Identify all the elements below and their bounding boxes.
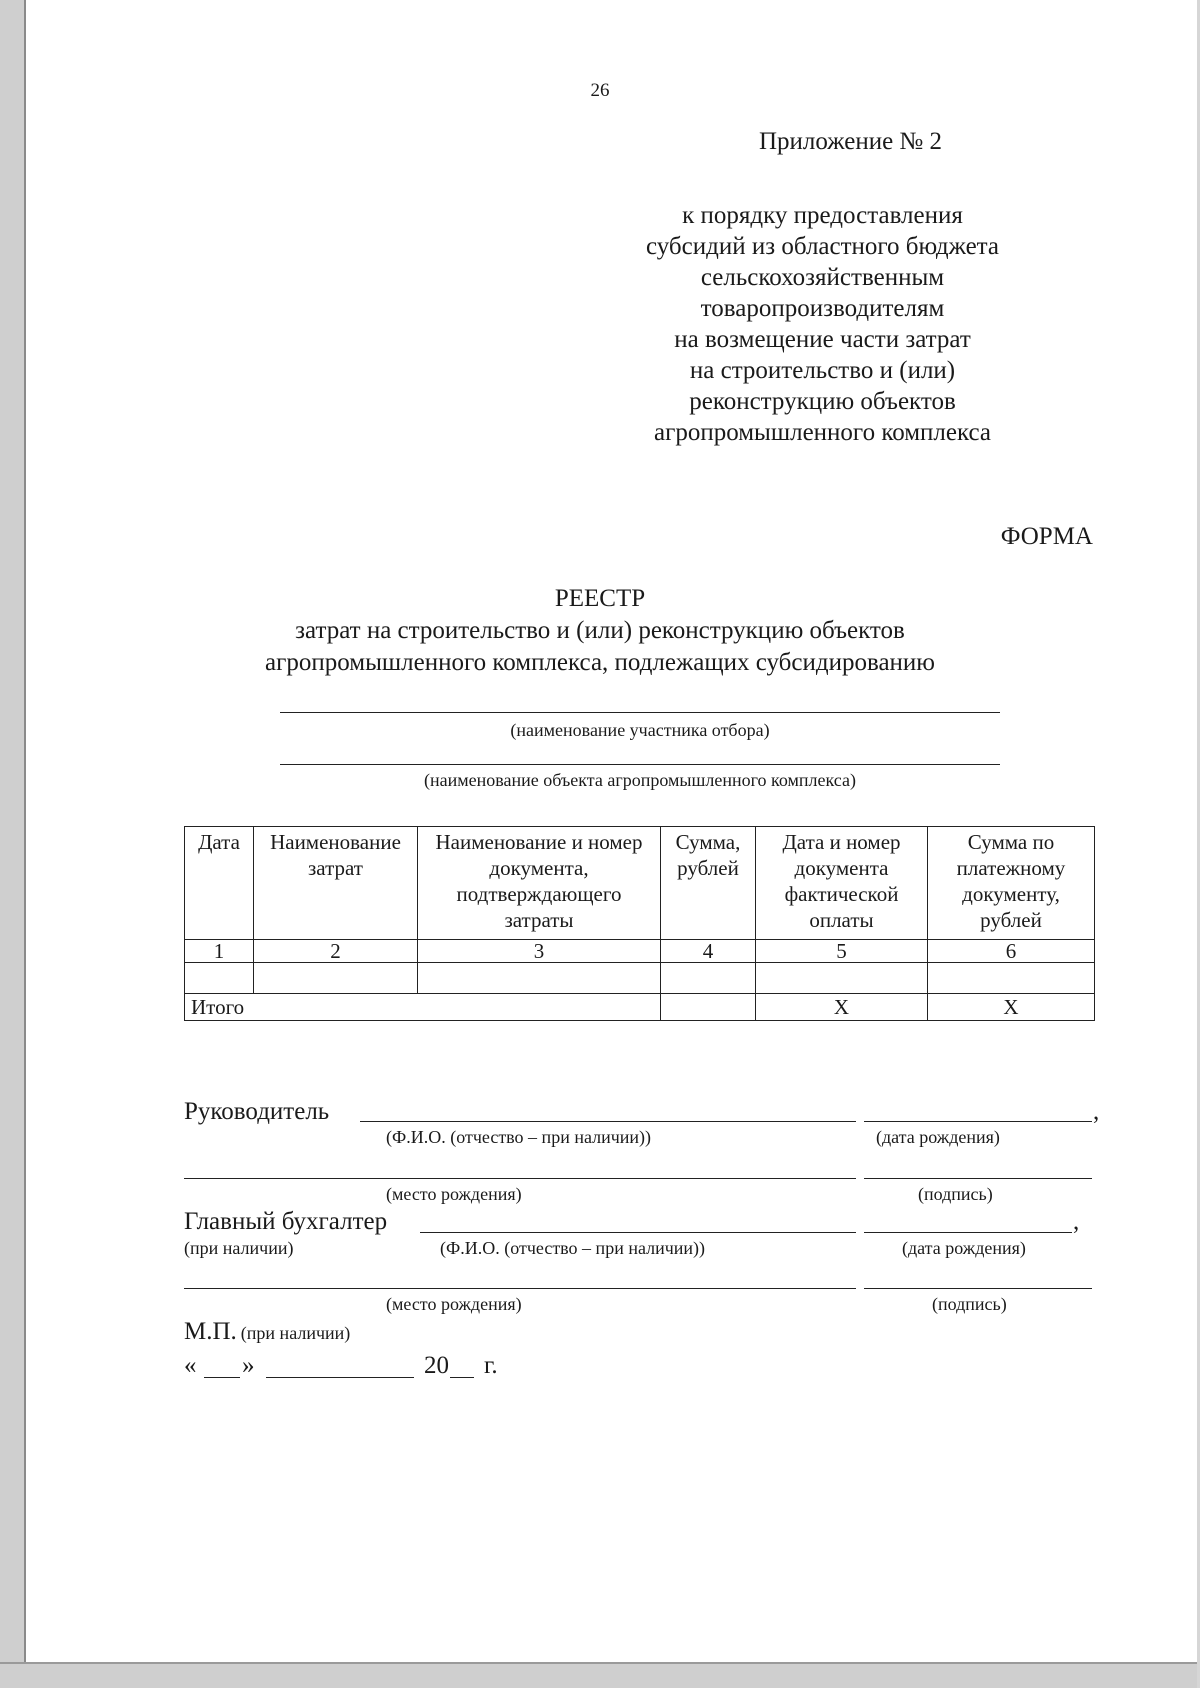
head-fio-line[interactable]	[360, 1121, 856, 1122]
column-number: 5	[756, 940, 928, 963]
document-title-block	[0, 583, 1200, 679]
accountant-signature-caption: (подпись)	[932, 1294, 1007, 1314]
header-payment-amount: Сумма по платежному документу, рублей	[928, 827, 1095, 940]
column-number: 2	[254, 940, 418, 963]
column-number: 6	[928, 940, 1095, 963]
head-birthplace-line[interactable]	[184, 1178, 856, 1179]
accountant-signature-line[interactable]	[864, 1288, 1092, 1289]
head-comma: ,	[1093, 1098, 1100, 1125]
total-mark: X	[928, 994, 1095, 1021]
head-signature-caption: (подпись)	[918, 1184, 993, 1204]
accountant-fio-line[interactable]	[420, 1232, 856, 1233]
basis-line: к порядку предоставления	[682, 202, 963, 229]
date-day-line[interactable]	[204, 1377, 240, 1378]
table-row	[185, 963, 1095, 994]
basis-line: субсидий из областного бюджета	[645, 233, 1000, 260]
appendix-basis	[585, 200, 1060, 448]
participant-name-line[interactable]	[280, 712, 1000, 713]
column-number: 1	[185, 940, 254, 963]
appendix-label: Приложение № 2	[759, 128, 943, 155]
accountant-birthplace-line[interactable]	[184, 1288, 856, 1289]
participant-caption: (наименование участника отбора)	[510, 720, 770, 740]
accountant-birthdate-caption: (дата рождения)	[902, 1238, 1026, 1258]
document-title: РЕЕСТР	[554, 585, 646, 612]
stamp-label: М.П.	[184, 1318, 237, 1345]
header-document: Наименование и номер документа, подтверждающего затраты	[418, 827, 661, 940]
accountant-fio-caption: (Ф.И.О. (отчество – при наличии))	[440, 1238, 706, 1258]
object-name-line[interactable]	[280, 764, 1000, 765]
date-year-prefix: 20	[424, 1352, 449, 1379]
head-signature-line[interactable]	[864, 1178, 1092, 1179]
total-mark: X	[756, 994, 928, 1021]
form-label: ФОРМА	[1000, 523, 1093, 550]
column-number: 3	[418, 940, 661, 963]
scan-edge-bottom-line	[0, 1662, 1200, 1664]
column-number-row	[185, 940, 1095, 963]
table-cell[interactable]	[661, 963, 756, 994]
total-label: Итого	[185, 994, 661, 1021]
date-close-quote: »	[242, 1352, 255, 1379]
head-fio-caption: (Ф.И.О. (отчество – при наличии))	[386, 1127, 652, 1147]
head-birthplace-caption: (место рождения)	[386, 1184, 522, 1204]
basis-line: сельскохозяйственным	[700, 264, 945, 291]
total-amount-cell[interactable]	[661, 994, 756, 1021]
head-birthdate-caption: (дата рождения)	[876, 1127, 1000, 1147]
page-number: 26	[590, 80, 610, 101]
table-cell[interactable]	[254, 963, 418, 994]
stamp-block	[184, 1318, 350, 1346]
accountant-label: Главный бухгалтер	[184, 1208, 388, 1235]
header-payment-document: Дата и номер документа фактической оплаты	[756, 827, 928, 940]
basis-line: на возмещение части затрат	[674, 326, 971, 353]
basis-line: товаропроизводителям	[700, 295, 945, 322]
table-cell[interactable]	[928, 963, 1095, 994]
registry-table	[184, 826, 1095, 1021]
table-cell[interactable]	[418, 963, 661, 994]
header-expense-name: Наименование затрат	[254, 827, 418, 940]
object-caption: (наименование объекта агропромышленного комплекса)	[423, 770, 857, 790]
accountant-comma: ,	[1073, 1208, 1080, 1235]
column-number: 4	[661, 940, 756, 963]
scan-edge-left-line	[24, 0, 26, 1688]
document-subtitle-line: затрат на строительство и (или) реконструкцию объектов	[295, 617, 905, 644]
total-row	[185, 994, 1095, 1021]
accountant-birthplace-caption: (место рождения)	[386, 1294, 522, 1314]
table-cell[interactable]	[756, 963, 928, 994]
basis-line: на строительство и (или)	[689, 357, 956, 384]
accountant-note: (при наличии)	[184, 1238, 294, 1258]
date-month-line[interactable]	[266, 1377, 414, 1378]
date-open-quote: «	[184, 1352, 197, 1379]
basis-line: агропромышленного комплекса	[653, 419, 992, 446]
scan-edge-left	[0, 0, 24, 1688]
head-label: Руководитель	[184, 1098, 330, 1125]
basis-line: реконструкцию объектов	[689, 388, 956, 415]
date-year-line[interactable]	[450, 1377, 474, 1378]
accountant-birthdate-line[interactable]	[864, 1232, 1072, 1233]
header-date: Дата	[185, 827, 254, 940]
stamp-note: (при наличии)	[240, 1323, 351, 1343]
head-birthdate-line[interactable]	[864, 1121, 1092, 1122]
table-header-row	[185, 827, 1095, 940]
table-cell[interactable]	[185, 963, 254, 994]
date-year-suffix: г.	[484, 1352, 498, 1379]
scan-edge-bottom	[0, 1664, 1200, 1688]
document-subtitle-line: агропромышленного комплекса, подлежащих субсидированию	[265, 649, 935, 676]
header-amount: Сумма, рублей	[661, 827, 756, 940]
